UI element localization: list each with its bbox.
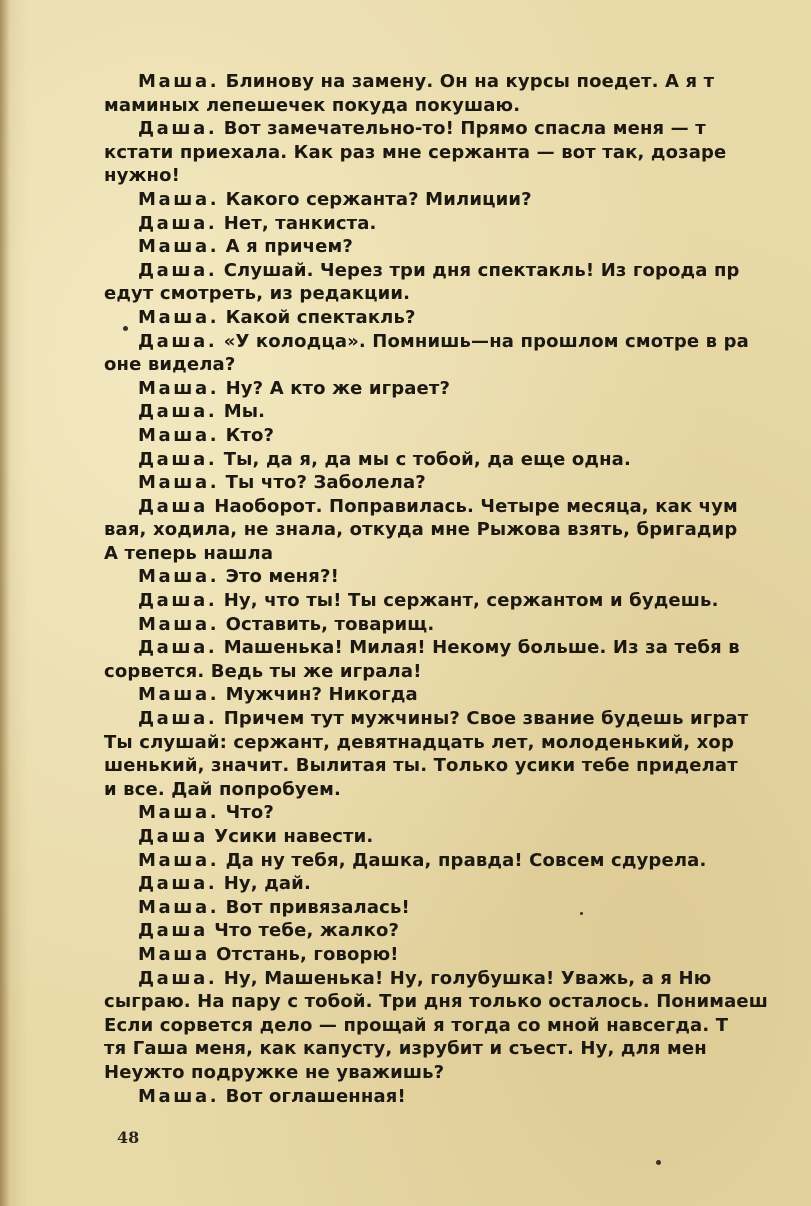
speaker-name: Маша. — [138, 566, 220, 588]
text-line — [104, 518, 811, 542]
text-line — [104, 141, 811, 165]
line-text: Слушай. Через три дня спектакль! Из города пр — [217, 259, 740, 281]
line-text: А я причем? — [219, 236, 353, 258]
line-text: и все. Дай попробуем. — [104, 778, 342, 800]
text-line — [104, 353, 811, 377]
print-speck — [656, 1160, 661, 1165]
line-text: Ну? А кто же играет? — [219, 377, 451, 399]
speaker-name: Маша. — [138, 424, 220, 446]
line-text: кстати приехала. Как раз мне сержанта — вот так, дозаре — [104, 141, 727, 163]
line-text: маминых лепешечек покуда покушаю. — [104, 94, 521, 116]
speaker-name: Маша. — [138, 613, 220, 635]
speaker-name: Даша — [138, 495, 208, 517]
line-text: А теперь нашла — [104, 542, 274, 564]
line-text: Вот замечательно-то! Прямо спасла меня — т — [217, 118, 706, 140]
speaker-name: Даша. — [138, 873, 218, 895]
text-line — [104, 282, 811, 306]
speaker-name: Даша — [138, 920, 208, 942]
line-text: Ну, дай. — [217, 873, 311, 895]
speaker-name: Маша. — [138, 684, 220, 706]
text-line — [104, 825, 811, 849]
text-line — [104, 636, 811, 660]
line-text: Какого сержанта? Милиции? — [219, 188, 532, 210]
speaker-name: Маша. — [138, 188, 220, 210]
text-line — [104, 589, 811, 613]
line-text: Неужто подружке не уважишь? — [104, 1061, 445, 1083]
line-text: нужно! — [104, 165, 180, 187]
text-line — [104, 212, 811, 236]
line-text: сыграю. На пару с тобой. Три дня только осталось. Понимаеш — [104, 991, 769, 1013]
text-line — [104, 235, 811, 259]
page-number: 48 — [117, 1128, 140, 1147]
text-line — [104, 849, 811, 873]
line-text: шенький, значит. Вылитая ты. Только усики тебе приделат — [104, 755, 738, 777]
text-line — [104, 94, 811, 118]
speaker-name: Маша. — [138, 71, 220, 92]
line-text: Оставить, товарищ. — [219, 613, 435, 635]
text-line — [104, 471, 811, 495]
text-line — [104, 565, 811, 589]
line-text: Ты что? Заболела? — [219, 472, 426, 494]
line-text: Что? — [219, 802, 274, 824]
line-text: тя Гаша меня, как капусту, изрубит и съест. Ну, для мен — [104, 1038, 707, 1060]
line-text: Кто? — [219, 424, 275, 446]
text-line — [104, 1061, 811, 1085]
line-text: Причем тут мужчины? Свое звание будешь играт — [217, 708, 749, 730]
speaker-name: Маша. — [138, 236, 220, 258]
speaker-name: Маша. — [138, 1085, 220, 1107]
text-line — [104, 896, 811, 920]
play-dialogue-text — [104, 70, 811, 1108]
text-line — [104, 424, 811, 448]
line-text: Это меня?! — [219, 566, 339, 588]
text-line — [104, 731, 811, 755]
speaker-name: Даша. — [138, 708, 218, 730]
text-line — [104, 70, 811, 94]
speaker-name: Даша. — [138, 118, 218, 140]
text-line — [104, 967, 811, 991]
text-line — [104, 117, 811, 141]
line-text: Машенька! Милая! Некому больше. Из за тебя в — [217, 637, 740, 659]
text-line — [104, 778, 811, 802]
line-text: Вот оглашенная! — [219, 1085, 406, 1107]
speaker-name: Маша. — [138, 802, 220, 824]
text-line — [104, 400, 811, 424]
text-line — [104, 754, 811, 778]
text-line — [104, 259, 811, 283]
speaker-name: Маша. — [138, 849, 220, 871]
speaker-name: Даша. — [138, 330, 218, 352]
page-gutter-shadow — [0, 0, 10, 1206]
speaker-name: Даша. — [138, 637, 218, 659]
speaker-name: Даша. — [138, 590, 218, 612]
text-line — [104, 188, 811, 212]
text-line — [104, 990, 811, 1014]
text-line — [104, 377, 811, 401]
text-line — [104, 542, 811, 566]
line-text: Вот привязалась! — [219, 896, 410, 918]
speaker-name: Даша. — [138, 212, 218, 234]
line-text: Ну, Машенька! Ну, голубушка! Уважь, а я Ню — [217, 967, 712, 989]
speaker-name: Даша. — [138, 401, 218, 423]
text-line — [104, 613, 811, 637]
text-line — [104, 448, 811, 472]
text-line — [104, 495, 811, 519]
text-line — [104, 1014, 811, 1038]
speaker-name: Даша. — [138, 259, 218, 281]
speaker-name: Маша. — [138, 472, 220, 494]
line-text: Какой спектакль? — [219, 306, 416, 328]
line-text: Мы. — [217, 401, 266, 423]
text-line — [104, 683, 811, 707]
text-line — [104, 306, 811, 330]
speaker-name: Даша. — [138, 967, 218, 989]
text-line — [104, 1037, 811, 1061]
line-text: Наоборот. Поправилась. Четыре месяца, как чум — [207, 495, 738, 517]
line-text: оне видела? — [104, 354, 236, 376]
line-text: Нет, танкиста. — [217, 212, 377, 234]
line-text: Ты, да я, да мы с тобой, да еще одна. — [217, 448, 631, 470]
speaker-name: Маша — [138, 943, 210, 965]
line-text: Ну, что ты! Ты сержант, сержантом и будешь. — [217, 590, 719, 612]
text-line — [104, 164, 811, 188]
line-text: Мужчин? Никогда — [219, 684, 418, 706]
speaker-name: Даша — [138, 826, 208, 847]
print-speck — [580, 912, 583, 915]
line-text: Отстань, говорю! — [209, 943, 399, 965]
text-line — [104, 707, 811, 731]
line-text: Ты слушай: сержант, девятнадцать лет, молоденький, хор — [104, 731, 734, 753]
text-line — [104, 660, 811, 684]
text-line — [104, 1085, 811, 1109]
line-text: сорвется. Ведь ты же играла! — [104, 660, 422, 682]
line-text: Усики навести. — [207, 826, 374, 847]
print-speck — [123, 326, 128, 331]
line-text: Если сорвется дело — прощай я тогда со мной навсегда. Т — [104, 1014, 729, 1036]
line-text: Что тебе, жалко? — [207, 920, 400, 942]
line-text: Да ну тебя, Дашка, правда! Совсем сдурела. — [219, 849, 707, 871]
text-line — [104, 943, 811, 967]
line-text: едут смотреть, из редакции. — [104, 283, 411, 305]
line-text: вая, ходила, не знала, откуда мне Рыжова взять, бригадир — [104, 519, 738, 541]
speaker-name: Маша. — [138, 377, 220, 399]
text-line — [104, 919, 811, 943]
speaker-name: Даша. — [138, 448, 218, 470]
text-line — [104, 330, 811, 354]
speaker-name: Маша. — [138, 896, 220, 918]
line-text: Блинову на замену. Он на курсы поедет. А я т — [219, 71, 715, 92]
speaker-name: Маша. — [138, 306, 220, 328]
text-line — [104, 872, 811, 896]
line-text: «У колодца». Помнишь—на прошлом смотре в ра — [217, 330, 749, 352]
text-line — [104, 801, 811, 825]
